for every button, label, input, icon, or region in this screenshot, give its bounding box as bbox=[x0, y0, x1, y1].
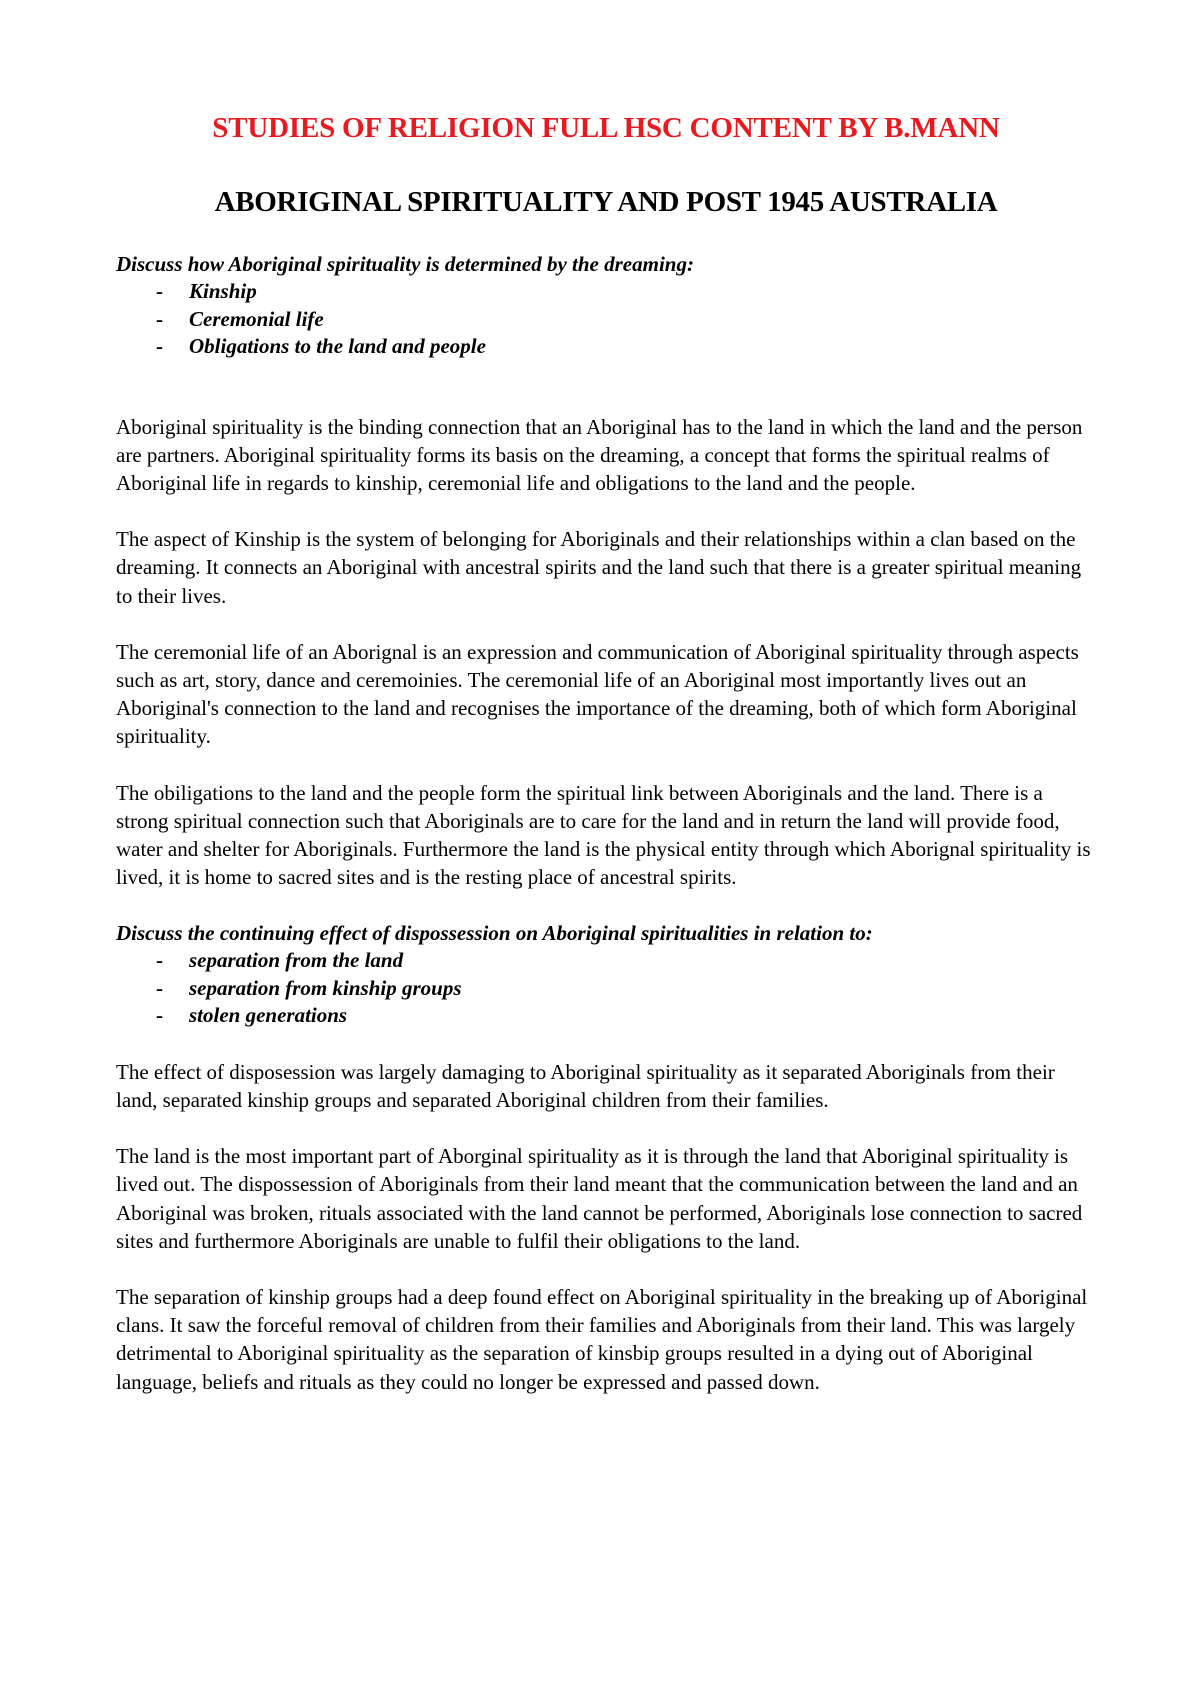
bullet-dash: - bbox=[156, 975, 163, 1000]
paragraph: The ceremonial life of an Aborignal is an expression and communication of Aboriginal spirituality through aspects such as art, story, dance and ceremoinies. The ceremonial life of an Aboriginal most importantly lives out an Aboriginal's connection to the land and recognises the importance of the dreaming, both of which form Aboriginal spirituality. bbox=[116, 639, 1079, 749]
bullet-item bbox=[116, 975, 1096, 1003]
bullet-item bbox=[116, 947, 1096, 975]
bullet-item bbox=[116, 1002, 1096, 1030]
question-2-bullets bbox=[116, 947, 1096, 1030]
bullet-item bbox=[116, 278, 1096, 306]
bullet-dash: - bbox=[156, 306, 163, 331]
bullet-label: separation from the land bbox=[189, 948, 404, 973]
bullet-item bbox=[116, 306, 1096, 334]
question-1-bullets bbox=[116, 278, 1096, 361]
paragraph: The effect of disposession was largely damaging to Aboriginal spirituality as it separated Aboriginals from their land, separated kinship groups and separated Aboriginal children from their families. bbox=[116, 1059, 1055, 1113]
main-title: STUDIES OF RELIGION FULL HSC CONTENT BY B.MANN bbox=[212, 112, 1000, 144]
bullet-label: Kinship bbox=[189, 279, 257, 303]
bullet-dash: - bbox=[156, 279, 163, 303]
question-2: Discuss the continuing effect of dispossession on Aboriginal spiritualities in relation to: bbox=[116, 921, 873, 946]
paragraph: The aspect of Kinship is the system of belonging for Aboriginals and their relationships within a clan based on the dreaming. It connects an Aboriginal with ancestral spirits and the land such that there is a greater spiritual meaning to their lives. bbox=[116, 527, 1082, 608]
paragraph: The obiligations to the land and the people form the spiritual link between Aboriginals and the land. There is a strong spiritual connection such that Aboriginals are to care for the land and in return the land will provide food, water and shelter for Aboriginals. Furthermore the land is the physical entity through which Aborignal spirituality is lived, it is home to sacred sites and is the resting place of ancestral spirits. bbox=[116, 780, 1091, 890]
paragraph: The separation of kinship groups had a deep found effect on Aboriginal spirituality in the breaking up of Aboriginal clans. It saw the forceful removal of children from their families and Aboriginals from their land. This was largely detrimental to Aboriginal spirituality as the separation of kinsbip groups resulted in a dying out of Aboriginal language, beliefs and rituals as they could no longer be expressed and passed down. bbox=[116, 1285, 1088, 1394]
bullet-label: Ceremonial life bbox=[189, 306, 324, 331]
bullet-dash: - bbox=[156, 948, 163, 973]
paragraph: Aboriginal spirituality is the binding connection that an Aboriginal has to the land in which the land and the person are partners. Aboriginal spirituality forms its basis on the dreaming, a concept that forms the spiritual realms of Aboriginal life in regards to kinship, ceremonial life and obligations to the land and the people. bbox=[116, 414, 1083, 495]
bullet-label: Obligations to the land and people bbox=[189, 334, 486, 358]
document-page bbox=[116, 108, 1096, 1396]
bullet-dash: - bbox=[156, 1003, 163, 1028]
bullet-dash: - bbox=[156, 334, 163, 358]
paragraph: The land is the most important part of Aborginal spirituality as it is through the land that Aboriginal spirituality is lived out. The dispossession of Aboriginals from their land meant that the communication between the land and an Aboriginal was broken, rituals associated with the land cannot be performed, Aboriginals lose connection to sacred sites and furthermore Aboriginals are unable to fulfil their obligations to the land. bbox=[116, 1144, 1083, 1253]
question-1: Discuss how Aboriginal spirituality is determined by the dreaming: bbox=[116, 252, 694, 276]
bullet-label: separation from kinship groups bbox=[189, 975, 462, 1000]
subtitle: ABORIGINAL SPIRITUALITY AND POST 1945 AUSTRALIA bbox=[214, 186, 998, 218]
bullet-item bbox=[116, 333, 1096, 361]
bullet-label: stolen generations bbox=[189, 1003, 348, 1028]
